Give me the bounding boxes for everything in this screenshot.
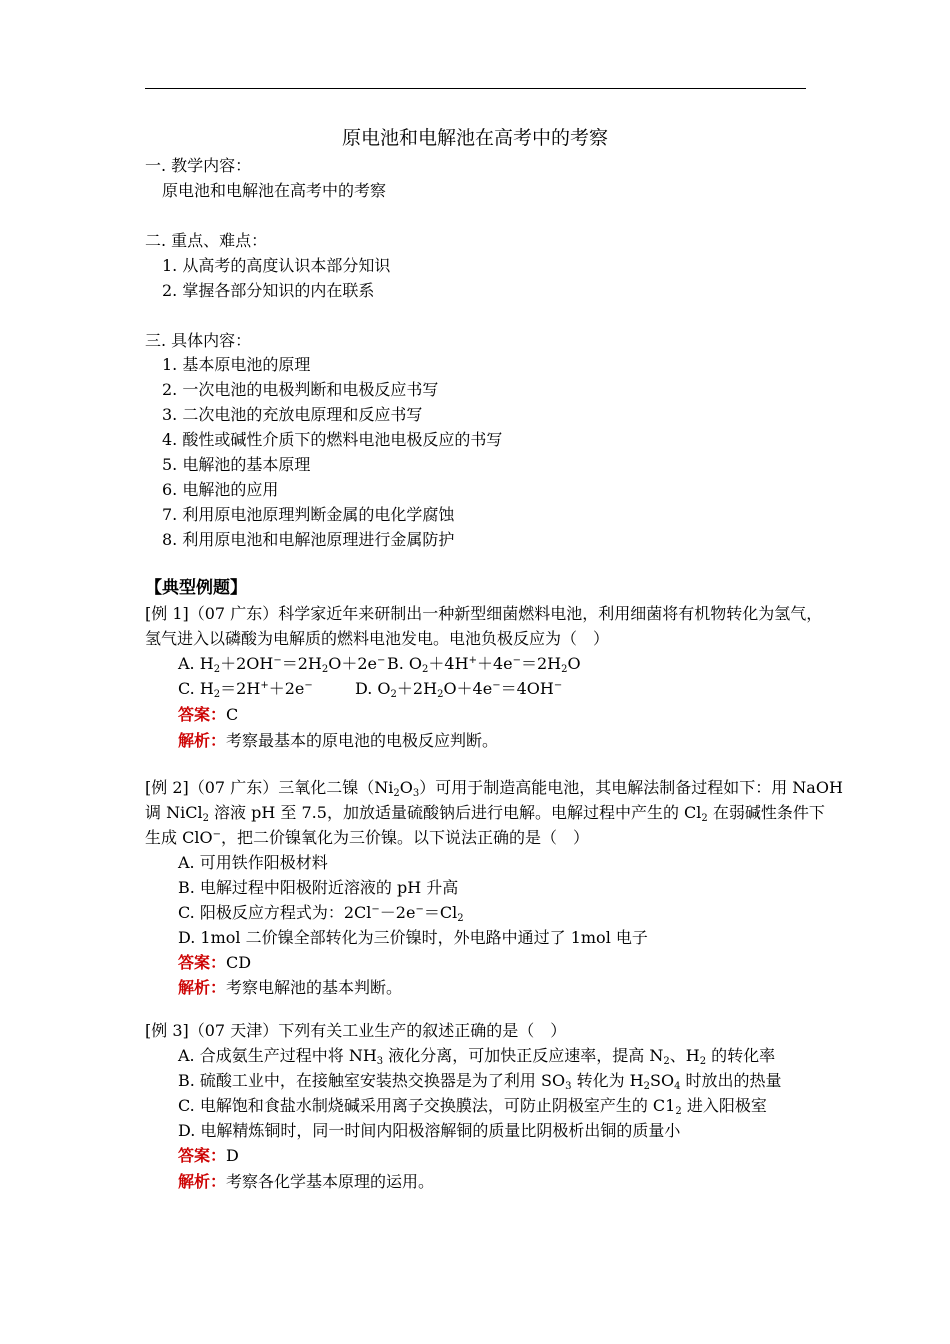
page-title: 原电池和电解池在高考中的考察 bbox=[341, 127, 608, 149]
examples-heading: 【典型例题】 bbox=[145, 578, 247, 598]
ex1-stem-line2: 氢气进入以磷酸为电解质的燃料电池发电。电池负极反应为（ ） bbox=[145, 629, 610, 648]
ex3-answer bbox=[178, 1146, 239, 1166]
analysis-text: 考察最基本的原电池的电极反应判断。 bbox=[226, 731, 499, 750]
analysis-text: 考察各化学基本原理的运用。 bbox=[226, 1172, 435, 1191]
header-rule bbox=[145, 88, 806, 89]
ex3-option-a: A. 合成氨生产过程中将 $NH_3$ 液化分离，可加快正反应速率，提高 $N_2$、$H_2$ 的转化率 bbox=[178, 1046, 776, 1067]
ex2-stem-line1: [例 2]（07 广东）三氧化二镍$(Ni_2O_3)$可用于制造高能电池，其电解法制备过程如下：用 NaOH bbox=[145, 778, 843, 799]
ex3-analysis bbox=[178, 1172, 434, 1192]
ex2-analysis bbox=[178, 978, 402, 998]
ex1-option-c: C. $H_2=2H^++2e^-$ bbox=[178, 679, 313, 700]
ex2-stem-line2: 调 NiCl$_2$ 溶液 pH 至 7.5，加放适量硫酸钠后进行电解。电解过程中产生的 $Cl_2$ 在弱碱性条件下 bbox=[145, 803, 825, 824]
answer-label: 答案： bbox=[178, 953, 227, 972]
ex1-stem-line1: [例 1]（07 广东）科学家近年来研制出一种新型细菌燃料电池，利用细菌将有机物转化为氢气， bbox=[145, 604, 823, 623]
section3-item: 4. 酸性或碱性介质下的燃料电池电极反应的书写 bbox=[162, 430, 503, 449]
section3-item: 8. 利用原电池和电解池原理进行金属防护 bbox=[162, 530, 455, 549]
ex1-option-b: B. $O_2+4H^++4e^-=2H_2O$ bbox=[387, 654, 581, 675]
ex1-answer bbox=[178, 705, 238, 725]
ex1-option-d: D. $O_2+2H_2O+4e^-=4OH^-$ bbox=[355, 679, 563, 700]
section1-heading: 一. 教学内容： bbox=[145, 156, 252, 175]
section3-item: 2. 一次电池的电极判断和电极反应书写 bbox=[162, 380, 439, 399]
ex2-stem-line3: 生成 ClO−，把二价镍氧化为三价镍。以下说法正确的是（ ） bbox=[145, 828, 589, 847]
ex2-option-b: B. 电解过程中阳极附近溶液的 pH 升高 bbox=[178, 878, 459, 897]
ex1-analysis bbox=[178, 731, 498, 751]
section3-item: 1. 基本原电池的原理 bbox=[162, 355, 311, 374]
section3-heading: 三. 具体内容： bbox=[145, 331, 252, 350]
ex2-option-d: D. 1mol 二价镍全部转化为三价镍时，外电路中通过了 1mol 电子 bbox=[178, 928, 648, 947]
ex1-option-a: A. $H_2+2OH^-=2H_2O+2e^-$ bbox=[178, 654, 386, 675]
ex2-answer bbox=[178, 953, 251, 973]
section3-item: 3. 二次电池的充放电原理和反应书写 bbox=[162, 405, 423, 424]
section2-item: 2. 掌握各部分知识的内在联系 bbox=[162, 281, 375, 300]
analysis-label: 解析： bbox=[178, 1172, 227, 1191]
ex3-stem: [例 3]（07 天津）下列有关工业生产的叙述正确的是（ ） bbox=[145, 1021, 567, 1040]
analysis-label: 解析： bbox=[178, 978, 227, 997]
analysis-text: 考察电解池的基本判断。 bbox=[226, 978, 403, 997]
answer-value: CD bbox=[226, 953, 252, 972]
section1-text: 原电池和电解池在高考中的考察 bbox=[162, 181, 387, 200]
ex2-option-c: C. 阳极反应方程式为：$2Cl^--2e^-=Cl_2$ bbox=[178, 903, 464, 924]
section3-item: 7. 利用原电池原理判断金属的电化学腐蚀 bbox=[162, 505, 455, 524]
ex3-option-b: B. 硫酸工业中，在接触室安装热交换器是为了利用 $SO_3$ 转化为 $H_2SO_4$ 时放出的热量 bbox=[178, 1071, 782, 1092]
answer-label: 答案： bbox=[178, 1146, 227, 1165]
answer-label: 答案： bbox=[178, 705, 227, 724]
ex3-option-d: D. 电解精炼铜时，同一时间内阳极溶解铜的质量比阴极析出铜的质量小 bbox=[178, 1121, 681, 1140]
section2-item: 1. 从高考的高度认识本部分知识 bbox=[162, 256, 391, 275]
answer-value: D bbox=[226, 1146, 239, 1165]
section2-heading: 二. 重点、难点： bbox=[145, 231, 268, 250]
ex2-option-a: A. 可用铁作阳极材料 bbox=[178, 853, 328, 872]
ex3-option-c: C. 电解饱和食盐水制烧碱采用离子交换膜法，可防止阴极室产生的 $C1_2$ 进入阳极室 bbox=[178, 1096, 767, 1117]
section3-item: 5. 电解池的基本原理 bbox=[162, 455, 311, 474]
section3-item: 6. 电解池的应用 bbox=[162, 480, 279, 499]
answer-value: C bbox=[226, 705, 239, 724]
analysis-label: 解析： bbox=[178, 731, 227, 750]
